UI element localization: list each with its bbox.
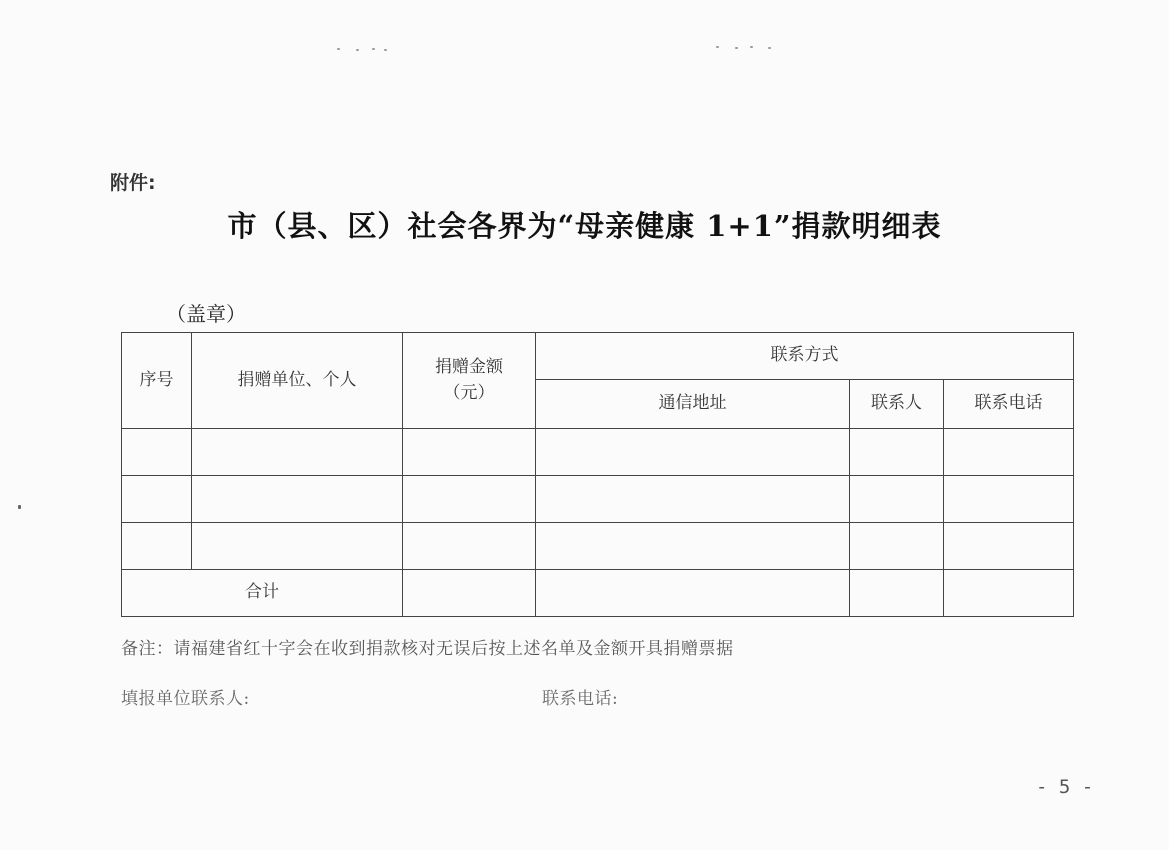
cell-donor[interactable] [192, 476, 403, 523]
cell-contact-person[interactable] [850, 429, 944, 476]
scan-speck [750, 46, 753, 48]
header-address: 通信地址 [536, 380, 850, 429]
cell-amount[interactable] [403, 476, 536, 523]
filler-contact-label: 填报单位联系人: [121, 689, 250, 709]
cell-total-address[interactable] [536, 570, 850, 617]
scan-speck [18, 505, 21, 509]
scan-speck [356, 49, 359, 51]
cell-contact-person[interactable] [850, 476, 944, 523]
cell-address[interactable] [536, 523, 850, 570]
table-row [122, 523, 1074, 570]
scan-speck [735, 47, 738, 49]
cell-donor[interactable] [192, 523, 403, 570]
header-amount-line2: （元） [443, 382, 495, 403]
cell-contact-phone[interactable] [944, 523, 1074, 570]
cell-serial-no[interactable] [122, 523, 192, 570]
table-total-row [122, 570, 1074, 617]
table-row [122, 429, 1074, 476]
scan-speck [372, 48, 375, 50]
header-contact-phone: 联系电话 [944, 380, 1074, 429]
seal-label: （盖章） [166, 302, 246, 326]
filler-phone-label: 联系电话: [542, 689, 619, 709]
header-donor: 捐赠单位、个人 [192, 333, 403, 429]
remark-note: 备注：请福建省红十字会在收到捐款核对无误后按上述名单及金额开具捐赠票据 [121, 639, 734, 659]
total-label: 合计 [122, 570, 403, 617]
header-serial-no: 序号 [122, 333, 192, 429]
cell-total-contact-phone[interactable] [944, 570, 1074, 617]
cell-serial-no[interactable] [122, 476, 192, 523]
cell-total-amount[interactable] [403, 570, 536, 617]
scan-speck [384, 49, 387, 51]
donation-table [121, 332, 1074, 617]
attachment-label: 附件: [110, 172, 156, 194]
header-contact-person: 联系人 [850, 380, 944, 429]
header-contact-group: 联系方式 [536, 333, 1074, 380]
cell-contact-phone[interactable] [944, 476, 1074, 523]
cell-address[interactable] [536, 429, 850, 476]
header-amount [403, 333, 536, 429]
table-header-row [122, 333, 1074, 380]
page-title: 市（县、区）社会各界为“母亲健康 1+1”捐款明细表 [227, 209, 942, 243]
cell-total-contact-person[interactable] [850, 570, 944, 617]
header-amount-line1: 捐赠金额 [435, 357, 503, 377]
cell-address[interactable] [536, 476, 850, 523]
cell-amount[interactable] [403, 523, 536, 570]
cell-contact-person[interactable] [850, 523, 944, 570]
cell-donor[interactable] [192, 429, 403, 476]
page-number: - 5 - [1036, 776, 1094, 798]
cell-contact-phone[interactable] [944, 429, 1074, 476]
scan-speck [768, 47, 771, 49]
table-row [122, 476, 1074, 523]
cell-serial-no[interactable] [122, 429, 192, 476]
scan-speck [716, 46, 719, 48]
scan-speck [337, 48, 340, 50]
cell-amount[interactable] [403, 429, 536, 476]
